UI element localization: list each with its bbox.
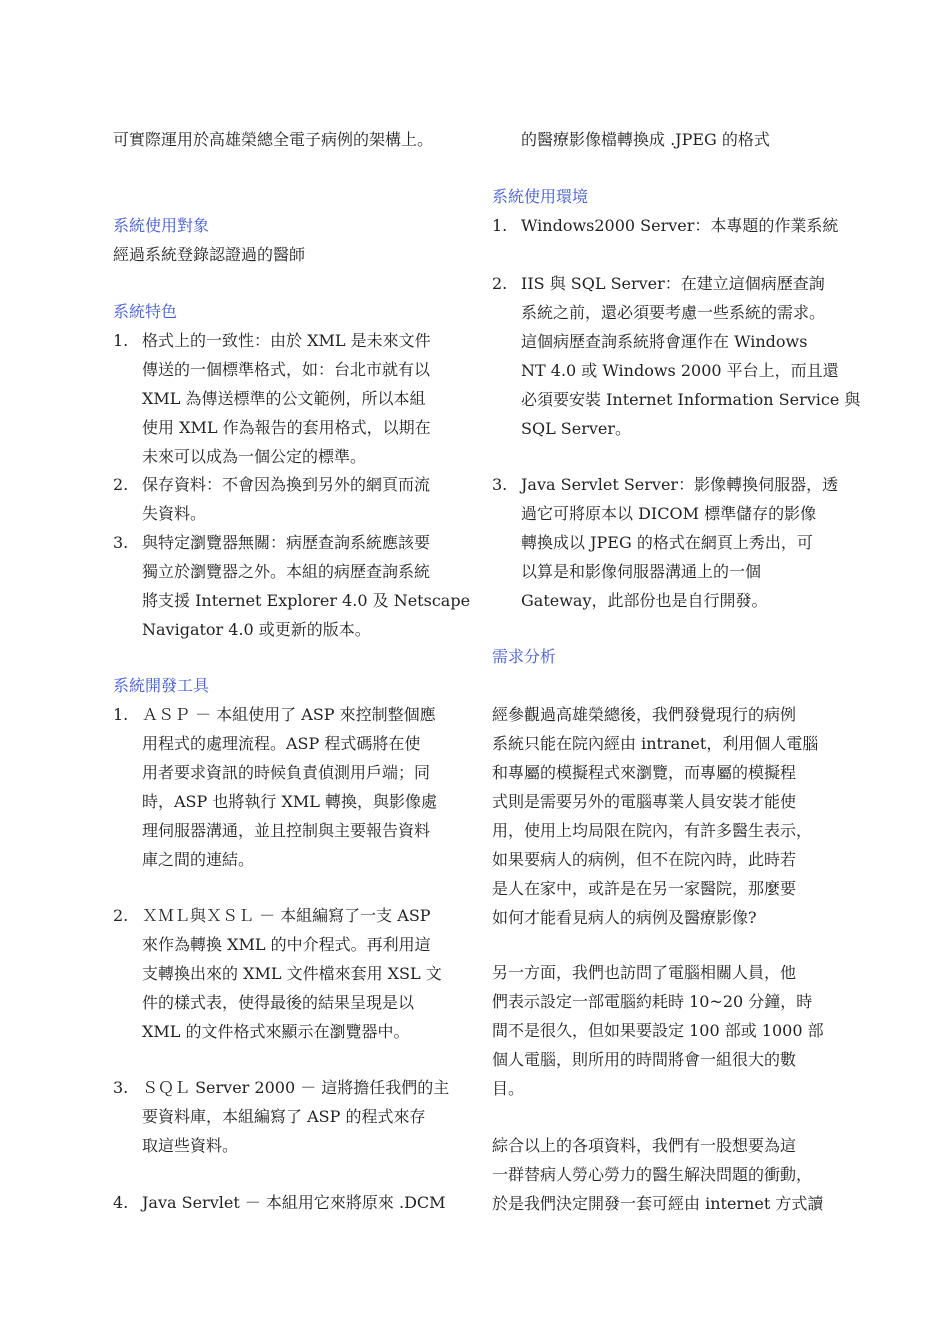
text-line: 綜合以上的各項資料，我們有一股想要為這 bbox=[492, 1136, 797, 1155]
analysis-paragraph-3 bbox=[492, 1131, 844, 1218]
feature-text bbox=[142, 326, 465, 471]
feature-text bbox=[142, 528, 471, 644]
text-line: 這個病歷查詢系統將會運作在 Windows bbox=[521, 332, 808, 351]
analysis-section bbox=[492, 642, 844, 671]
text-line: 和專屬的模擬程式來瀏覽，而專屬的模擬程 bbox=[492, 763, 797, 782]
env-item-3 bbox=[492, 470, 844, 615]
text-line: 用程式的處理流程。ASP 程式碼將在使 bbox=[142, 734, 421, 753]
list-number: 1. bbox=[492, 216, 508, 235]
text-line: Java Servlet Server：影像轉換伺服器，透 bbox=[521, 475, 839, 494]
continued-line: 的醫療影像檔轉換成 .JPEG 的格式 bbox=[521, 130, 770, 149]
text-line: 保存資料：不會因為換到另外的網頁而流 bbox=[142, 475, 431, 494]
env-item-1 bbox=[492, 211, 844, 240]
tool-item-3 bbox=[113, 1073, 465, 1160]
text-line: 件的樣式表，使得最後的結果呈現是以 bbox=[142, 993, 415, 1012]
features-heading: 系統特色 bbox=[113, 302, 178, 321]
text-line: IIS 與 SQL Server：在建立這個病歷查詢 bbox=[521, 274, 825, 293]
text-line: 一群替病人勞心勞力的醫生解決問題的衝動， bbox=[492, 1165, 813, 1184]
text-line: Navigator 4.0 或更新的版本。 bbox=[142, 620, 371, 639]
text-line: ＡＳＰ － 本組使用了 ASP 來控制整個應 bbox=[142, 705, 436, 724]
text-line: 是人在家中，或許是在另一家醫院，那麼要 bbox=[492, 879, 797, 898]
text-line: 經參觀過高雄榮總後，我們發覺現行的病例 bbox=[492, 705, 797, 724]
text-line: 式則是需要另外的電腦專業人員安裝才能使 bbox=[492, 792, 797, 811]
text-line: 以算是和影像伺服器溝通上的一個 bbox=[521, 562, 762, 581]
text-line: 系統之前，還必須要考慮一些系統的需求。 bbox=[521, 303, 826, 322]
list-number: 3. bbox=[113, 1078, 129, 1097]
env-text bbox=[521, 470, 844, 615]
feature-item-2 bbox=[113, 470, 465, 528]
text-line: 如何才能看見病人的病例及醫療影像? bbox=[492, 908, 757, 927]
feature-item-1 bbox=[113, 326, 465, 471]
text-line: 取這些資料。 bbox=[142, 1136, 239, 1155]
text-line: 間不是很久，但如果要設定 100 部或 1000 部 bbox=[492, 1021, 824, 1040]
tool-text bbox=[142, 1188, 465, 1217]
text-line: 時，ASP 也將執行 XML 轉換，與影像處 bbox=[142, 792, 437, 811]
list-number: 2. bbox=[492, 274, 508, 293]
text-line: 格式上的一致性：由於 XML 是未來文件 bbox=[142, 331, 431, 350]
env-section bbox=[492, 182, 844, 211]
text-line: 用者要求資訊的時候負責偵測用戶端；同 bbox=[142, 763, 431, 782]
feature-text bbox=[142, 470, 465, 528]
analysis-heading: 需求分析 bbox=[492, 647, 557, 666]
text-line: 使用 XML 作為報告的套用格式，以期在 bbox=[142, 418, 431, 437]
list-number: 4. bbox=[113, 1193, 129, 1212]
text-line: 將支援 Internet Explorer 4.0 及 Netscape bbox=[142, 591, 471, 610]
analysis-paragraph-1 bbox=[492, 700, 844, 932]
text-line: NT 4.0 或 Windows 2000 平台上，而且還 bbox=[521, 361, 839, 380]
text-line: 們表示設定一部電腦約耗時 10~20 分鐘，時 bbox=[492, 992, 813, 1011]
list-number: 2. bbox=[113, 475, 129, 494]
target-heading: 系統使用對象 bbox=[113, 216, 210, 235]
text-line: 庫之間的連結。 bbox=[142, 850, 255, 869]
analysis-paragraph-2 bbox=[492, 958, 844, 1103]
tool-text bbox=[142, 1073, 465, 1160]
text-line: ＸＭＬ與ＸＳＬ － 本組編寫了一支 ASP bbox=[142, 906, 431, 925]
text-line: XML 的文件格式來顯示在瀏覽器中。 bbox=[142, 1022, 410, 1041]
text-line: SQL Server。 bbox=[521, 419, 632, 438]
target-text: 經過系統登錄認證過的醫師 bbox=[113, 245, 306, 264]
text-line: XML 為傳送標準的公文範例，所以本組 bbox=[142, 389, 426, 408]
text-line: 理伺服器溝通，並且控制與主要報告資料 bbox=[142, 821, 431, 840]
list-number: 1. bbox=[113, 331, 129, 350]
list-number: 1. bbox=[113, 705, 129, 724]
text-line: 過它可將原本以 DICOM 標準儲存的影像 bbox=[521, 504, 817, 523]
text-line: 另一方面，我們也訪問了電腦相關人員，他 bbox=[492, 963, 797, 982]
text-line: 於是我們決定開發一套可經由 internet 方式讀 bbox=[492, 1194, 824, 1213]
text-line: 與特定瀏覽器無關：病歷查詢系統應該要 bbox=[142, 533, 431, 552]
text-line: Gateway，此部份也是自行開發。 bbox=[521, 591, 768, 610]
env-item-2 bbox=[492, 269, 861, 443]
text-line: 如果要病人的病例，但不在院內時，此時若 bbox=[492, 850, 797, 869]
text-line: 目。 bbox=[492, 1079, 525, 1098]
text-line: 要資料庫，本組編寫了 ASP 的程式來存 bbox=[142, 1107, 426, 1126]
list-number: 3. bbox=[113, 533, 129, 552]
text-line: 用，使用上均局限在院內，有許多醫生表示， bbox=[492, 821, 813, 840]
text-line: 來作為轉換 XML 的中介程式。再利用這 bbox=[142, 935, 431, 954]
text-line: Windows2000 Server：本專題的作業系統 bbox=[521, 216, 839, 235]
tool-text bbox=[142, 901, 465, 1046]
text-line: 失資料。 bbox=[142, 504, 207, 523]
text-line: 必須要安裝 Internet Information Service 與 bbox=[521, 390, 861, 409]
features-section bbox=[113, 297, 465, 326]
env-text bbox=[521, 211, 844, 240]
text-line: 傳送的一個標準格式，如：台北市就有以 bbox=[142, 360, 431, 379]
text-line: 個人電腦，則所用的時間將會一組很大的數 bbox=[492, 1050, 797, 1069]
feature-item-3 bbox=[113, 528, 471, 644]
tool-item-2 bbox=[113, 901, 465, 1046]
tool-text bbox=[142, 700, 465, 874]
text-line: 未來可以成為一個公定的標準。 bbox=[142, 447, 367, 466]
tool-item-4 bbox=[113, 1188, 465, 1217]
target-section bbox=[113, 211, 465, 269]
env-text bbox=[521, 269, 861, 443]
continued-item bbox=[521, 125, 844, 154]
text-line: 轉換成以 JPEG 的格式在網頁上秀出，可 bbox=[521, 533, 813, 552]
text-line: 系統只能在院內經由 intranet，利用個人電腦 bbox=[492, 734, 819, 753]
tools-section bbox=[113, 671, 465, 700]
tools-heading: 系統開發工具 bbox=[113, 676, 210, 695]
tool-item-1 bbox=[113, 700, 465, 874]
list-number: 2. bbox=[113, 906, 129, 925]
text-line: 支轉換出來的 XML 文件檔來套用 XSL 文 bbox=[142, 964, 442, 983]
text-line: ＳＱＬ Server 2000 － 這將擔任我們的主 bbox=[142, 1078, 450, 1097]
intro-line: 可實際運用於高雄榮總全電子病例的架構上。 bbox=[113, 130, 434, 149]
text-line: 獨立於瀏覽器之外。本組的病歷查詢系統 bbox=[142, 562, 431, 581]
text-line: Java Servlet － 本組用它來將原來 .DCM bbox=[142, 1193, 446, 1212]
env-heading: 系統使用環境 bbox=[492, 187, 589, 206]
list-number: 3. bbox=[492, 475, 508, 494]
intro-paragraph bbox=[113, 125, 465, 154]
